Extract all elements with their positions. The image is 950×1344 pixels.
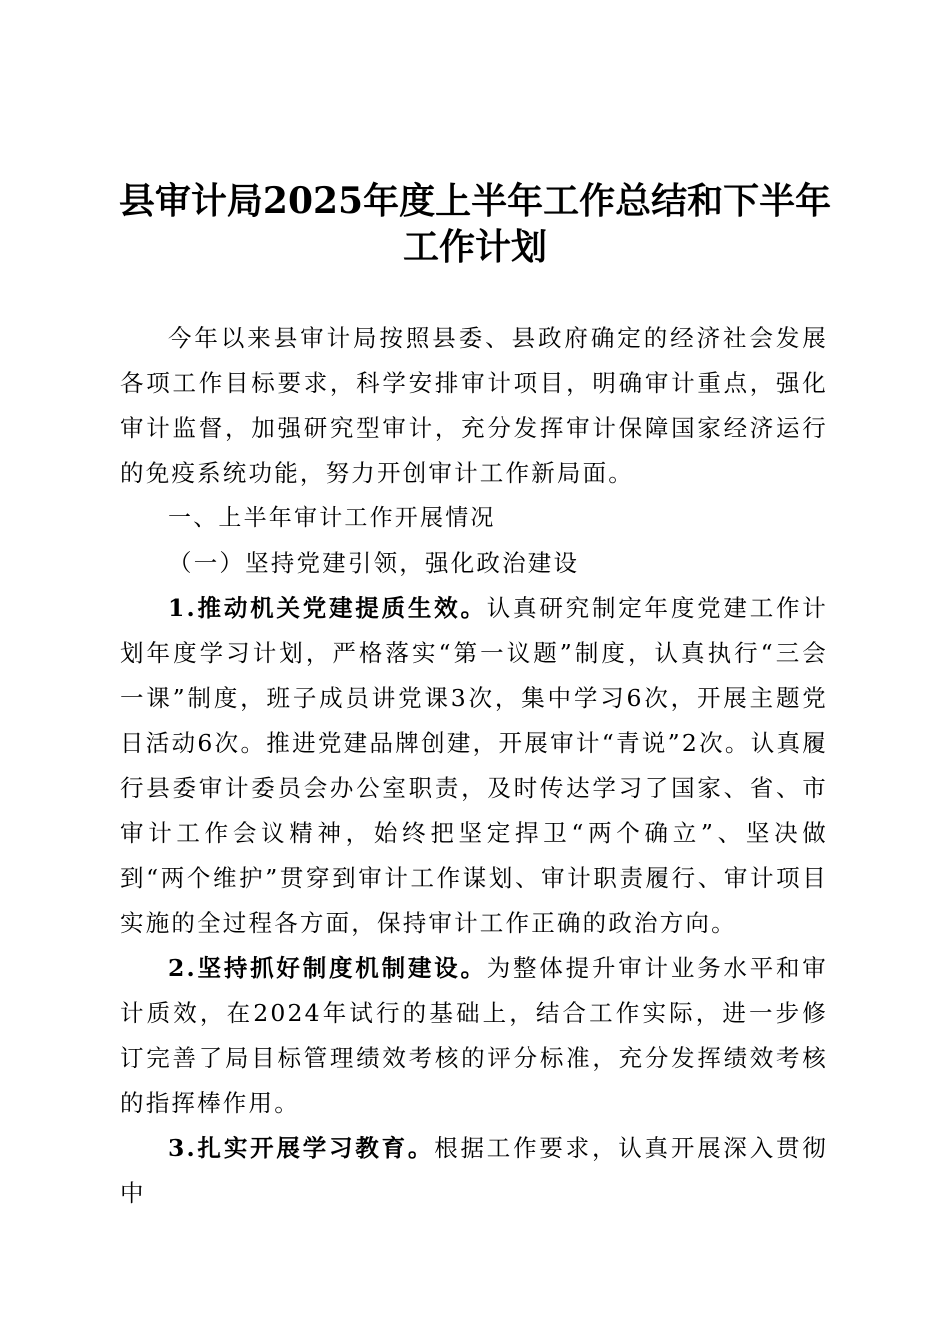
item-text-1: 认真研究制定年度党建工作计划年度学习计划，严格落实“第一议题”制度，认真执行“三会一课”制度，班子成员讲党课3次，集中学习6次，开展主题党日活动6次。推进党建品牌创建，开展审计“青说”2次。认真履行县委审计委员会办公室职责，及时传达学习了国家、省、市审计工作会议精神，始终把坚定捍卫“两个确立”、坚决做到“两个维护”贯穿到审计工作谋划、审计职责履行、审计项目实施的全过程各方面，保持审计工作正确的政治方向。 bbox=[120, 594, 828, 937]
item-paragraph-3 bbox=[120, 1126, 828, 1216]
document-title bbox=[110, 178, 840, 270]
item-lead-1: 1.推动机关党建提质生效。 bbox=[168, 594, 487, 622]
item-paragraph-1 bbox=[120, 586, 828, 946]
subsection-heading-1: （一）坚持党建引领，强化政治建设 bbox=[168, 549, 580, 577]
title-line-2: 工作计划 bbox=[402, 226, 547, 268]
title-line-1: 县审计局2025年度上半年工作总结和下半年 bbox=[118, 180, 832, 222]
document-body bbox=[120, 316, 828, 1216]
item-lead-2: 2.坚持抓好制度机制建设。 bbox=[168, 954, 487, 982]
item-lead-3: 3.扎实开展学习教育。 bbox=[168, 1134, 435, 1162]
intro-paragraph: 今年以来县审计局按照县委、县政府确定的经济社会发展各项工作目标要求，科学安排审计项目，明确审计重点，强化审计监督，加强研究型审计，充分发挥审计保障国家经济运行的免疫系统功能，努力开创审计工作新局面。 bbox=[120, 324, 828, 487]
item-paragraph-2 bbox=[120, 946, 828, 1126]
item-text-3: 根据工作要求，认真开展深入贯彻中 bbox=[120, 1134, 829, 1207]
section-heading-1: 一、上半年审计工作开展情况 bbox=[168, 505, 496, 531]
item-text-2: 为整体提升审计业务水平和审计质效，在2024年试行的基础上，结合工作实际，进一步修订完善了局目标管理绩效考核的评分标准，充分发挥绩效考核的指挥棒作用。 bbox=[120, 954, 828, 1117]
